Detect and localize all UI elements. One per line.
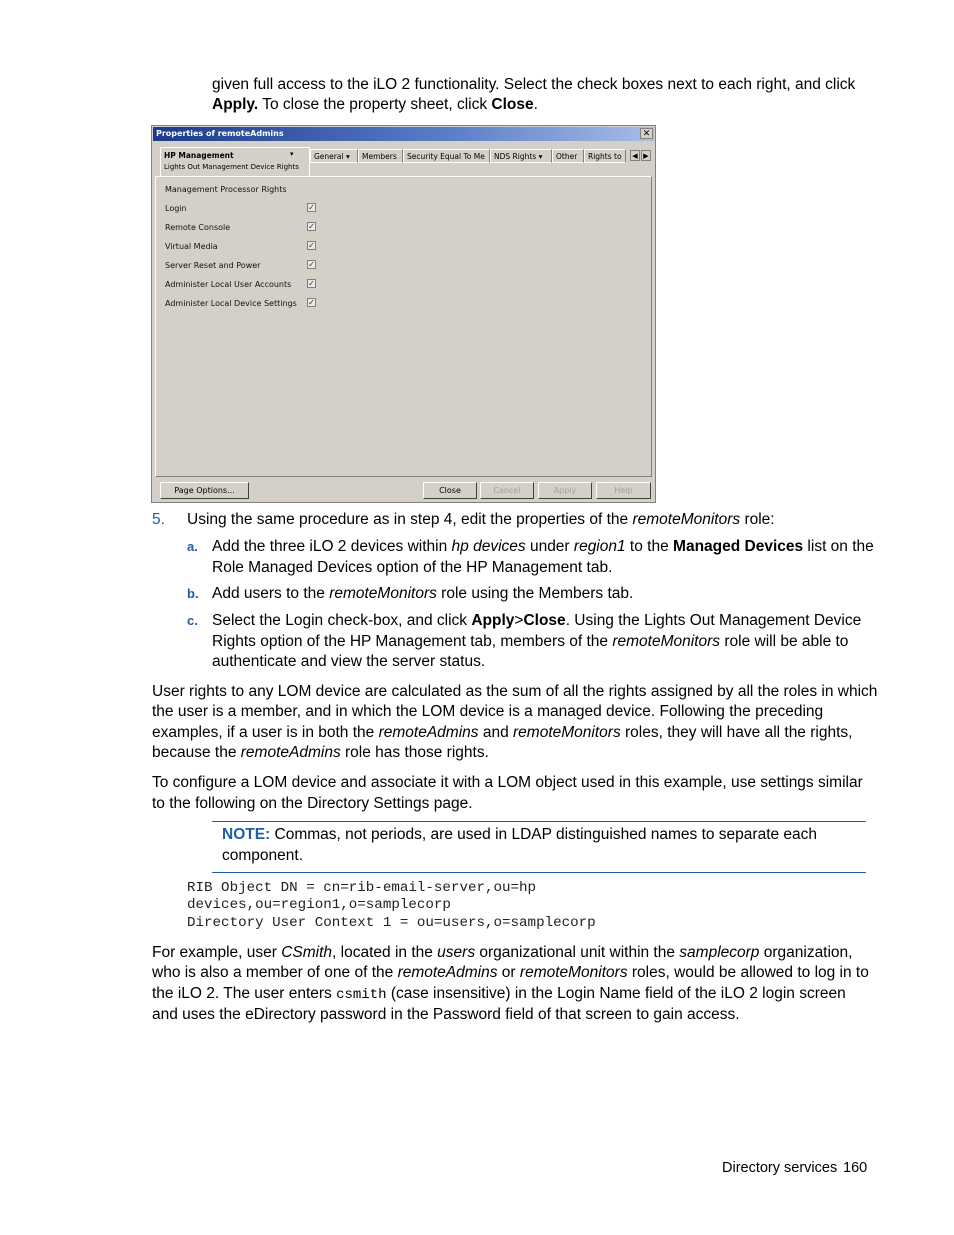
p3-l2a: who is also a member of one of the <box>152 964 398 981</box>
tab-scroll-right-icon[interactable]: ▶ <box>641 150 651 161</box>
p3-l1f: samplecorp <box>679 944 760 961</box>
tab-general[interactable]: General ▾ <box>310 149 358 163</box>
right-checkbox-admin-settings[interactable]: ✓ <box>308 298 315 307</box>
dialog-title-bar <box>153 127 654 141</box>
p1-l4a: because the <box>152 744 241 761</box>
step-5a-line-2: Role Managed Devices option of the HP Management tab. <box>212 559 613 576</box>
tab-other-label: Other <box>556 152 578 161</box>
tab-members-label: Members <box>362 152 397 161</box>
tab-nds-rights-label: NDS Rights <box>494 152 537 161</box>
right-label-admin-users: Administer Local User Accounts <box>165 280 292 289</box>
para1-line-2: the user is a member, and in which the LOM device is a managed device. Following the preceding <box>152 703 824 720</box>
step-5-role: remoteMonitors <box>632 511 741 528</box>
s5a-t2: hp devices <box>451 538 526 555</box>
para3-line-1 <box>152 943 852 964</box>
s5b-t1: Add users to the <box>212 585 330 602</box>
s5a-t6: Managed Devices <box>673 538 804 555</box>
tab-security-equal-label: Security Equal To Me <box>407 152 485 161</box>
p1-l4b: remoteAdmins <box>240 744 341 761</box>
dialog-help-button[interactable]: Help <box>596 482 651 499</box>
p3-l2d: remoteMonitors <box>519 964 628 981</box>
right-label-server-reset: Server Reset and Power <box>165 261 261 270</box>
p3-l1d: users <box>437 944 476 961</box>
p3-l2c: or <box>497 964 520 981</box>
p3-l3b: csmith <box>336 987 387 1003</box>
right-checkbox-server-reset[interactable]: ✓ <box>308 260 315 269</box>
note-top-rule <box>212 821 866 822</box>
chevron-down-icon[interactable]: ▾ <box>290 150 294 158</box>
properties-dialog-screenshot <box>151 125 656 503</box>
intro-close-prefix: To close the property sheet, click <box>258 96 492 113</box>
dialog-close-button[interactable]: Close <box>423 482 477 499</box>
s5b-t2: remoteMonitors <box>329 585 437 602</box>
p1-l3e: roles, they will have all the rights, <box>620 724 853 741</box>
s5c-t4: Close <box>523 612 566 629</box>
para3-line-3 <box>152 984 846 1006</box>
step-5-number: 5. <box>152 511 165 528</box>
step-5a-line-1 <box>212 537 874 558</box>
tab-hp-management-sublabel: Lights Out Management Device Rights <box>164 163 299 171</box>
p1-l4c: role has those rights. <box>340 744 489 761</box>
s5c-l2a: Rights option of the HP Management tab, members of the <box>212 633 613 650</box>
tab-rights-to[interactable] <box>584 149 626 163</box>
right-checkbox-login[interactable]: ✓ <box>308 203 315 212</box>
step-5b-letter: b. <box>187 586 199 601</box>
p3-l1g: organization, <box>759 944 853 961</box>
right-label-virtual-media: Virtual Media <box>165 242 218 251</box>
intro-line-1: given full access to the iLO 2 functionality. Select the check boxes next to each right, and click <box>212 76 856 93</box>
para3-line-2 <box>152 963 869 984</box>
s5a-t4: region1 <box>573 538 626 555</box>
right-label-remote-console: Remote Console <box>165 223 231 232</box>
s5c-l2c: role will be able to <box>720 633 849 650</box>
p3-l3c: (case insensitive) in the Login Name field of the iLO 2 login screen <box>386 985 846 1002</box>
rights-header: Management Processor Rights <box>165 185 287 194</box>
close-icon[interactable]: ✕ <box>640 128 653 139</box>
para2-line-2: to the following on the Directory Settings page. <box>152 795 473 812</box>
footer-section: Directory services <box>722 1160 838 1176</box>
tab-hp-management-label: HP Management <box>164 151 234 160</box>
note-text-1: Commas, not periods, are used in LDAP distinguished names to separate each <box>270 826 818 843</box>
s5c-t3: > <box>514 612 524 629</box>
step-5c-line-1 <box>212 611 861 632</box>
s5c-t2: Apply <box>471 612 515 629</box>
right-checkbox-virtual-media[interactable]: ✓ <box>308 241 315 250</box>
p3-l1b: CSmith <box>281 944 333 961</box>
para1-line-3 <box>152 723 852 744</box>
step-5-text-b: role: <box>740 511 775 528</box>
para1-line-1: User rights to any LOM device are calculated as the sum of all the rights assigned by all the roles in which <box>152 683 878 700</box>
para1-line-4 <box>152 743 489 764</box>
p3-l1a: For example, user <box>152 944 282 961</box>
note-label: NOTE: <box>222 826 271 843</box>
code-line-1: RIB Object DN = cn=rib-email-server,ou=hp <box>187 880 537 896</box>
tab-members[interactable] <box>358 149 403 163</box>
dialog-title: Properties of remoteAdmins <box>156 129 284 138</box>
tab-other[interactable] <box>552 149 584 163</box>
note-bottom-rule <box>212 872 866 873</box>
p1-l3c: and <box>478 724 514 741</box>
close-keyword: Close <box>491 96 534 113</box>
code-line-2: devices,ou=region1,o=samplecorp <box>187 897 451 913</box>
step-5-text-a: Using the same procedure as in step 4, edit the properties of the <box>187 511 633 528</box>
step-5c-line-3: authenticate and view the server status. <box>212 653 486 670</box>
s5a-t3: under <box>525 538 574 555</box>
p3-l2b: remoteAdmins <box>397 964 498 981</box>
right-label-login: Login <box>165 204 187 213</box>
note-line-1 <box>222 825 817 846</box>
code-line-3: Directory User Context 1 = ou=users,o=samplecorp <box>187 915 596 931</box>
tab-security-equal[interactable] <box>403 149 490 163</box>
s5a-t7: list on the <box>803 538 874 555</box>
step-5b-line-1 <box>212 584 633 605</box>
right-checkbox-admin-users[interactable]: ✓ <box>308 279 315 288</box>
p1-l3d: remoteMonitors <box>513 724 621 741</box>
para3-line-4: and uses the eDirectory password in the Password field of that screen to gain access. <box>152 1006 740 1023</box>
step-5c-line-2 <box>212 632 848 653</box>
apply-keyword: Apply. <box>212 96 259 113</box>
right-label-admin-settings: Administer Local Device Settings <box>165 299 297 308</box>
page-options-button[interactable]: Page Options... <box>160 482 249 499</box>
tab-rights-to-label: Rights to <box>588 152 622 161</box>
p1-l3a: examples, if a user is in both the <box>152 724 379 741</box>
para2-line-1: To configure a LOM device and associate it with a LOM object used in this example, use settings similar <box>152 774 863 791</box>
dialog-cancel-button[interactable]: Cancel <box>480 482 534 499</box>
p3-l1c: , located in the <box>332 944 438 961</box>
footer-page-number: 160 <box>843 1160 868 1176</box>
tab-general-label: General <box>314 152 344 161</box>
tab-nds-rights[interactable]: NDS Rights ▾ <box>490 149 552 163</box>
intro-period: . <box>533 96 538 113</box>
s5c-l2b: remoteMonitors <box>612 633 721 650</box>
step-5a-letter: a. <box>187 539 198 554</box>
p1-l3b: remoteAdmins <box>378 724 479 741</box>
p3-l1e: organizational unit within the <box>475 944 680 961</box>
note-line-2: component. <box>222 847 303 864</box>
s5a-t1: Add the three iLO 2 devices within <box>212 538 452 555</box>
s5c-t5: . Using the Lights Out Management Device <box>565 612 862 629</box>
dialog-apply-button[interactable]: Apply <box>538 482 592 499</box>
p3-l2e: roles, would be allowed to log in to <box>627 964 869 981</box>
p3-l3a: the iLO 2. The user enters <box>152 985 337 1002</box>
right-checkbox-remote-console[interactable]: ✓ <box>308 222 315 231</box>
tab-scroll-left-icon[interactable]: ◀ <box>630 150 640 161</box>
step-5-text <box>187 510 775 531</box>
intro-line-2 <box>212 95 538 116</box>
s5c-t1: Select the Login check-box, and click <box>212 612 472 629</box>
step-5c-letter: c. <box>187 613 198 628</box>
rights-panel <box>155 176 652 477</box>
s5a-t5: to the <box>625 538 674 555</box>
s5b-t3: role using the Members tab. <box>436 585 634 602</box>
